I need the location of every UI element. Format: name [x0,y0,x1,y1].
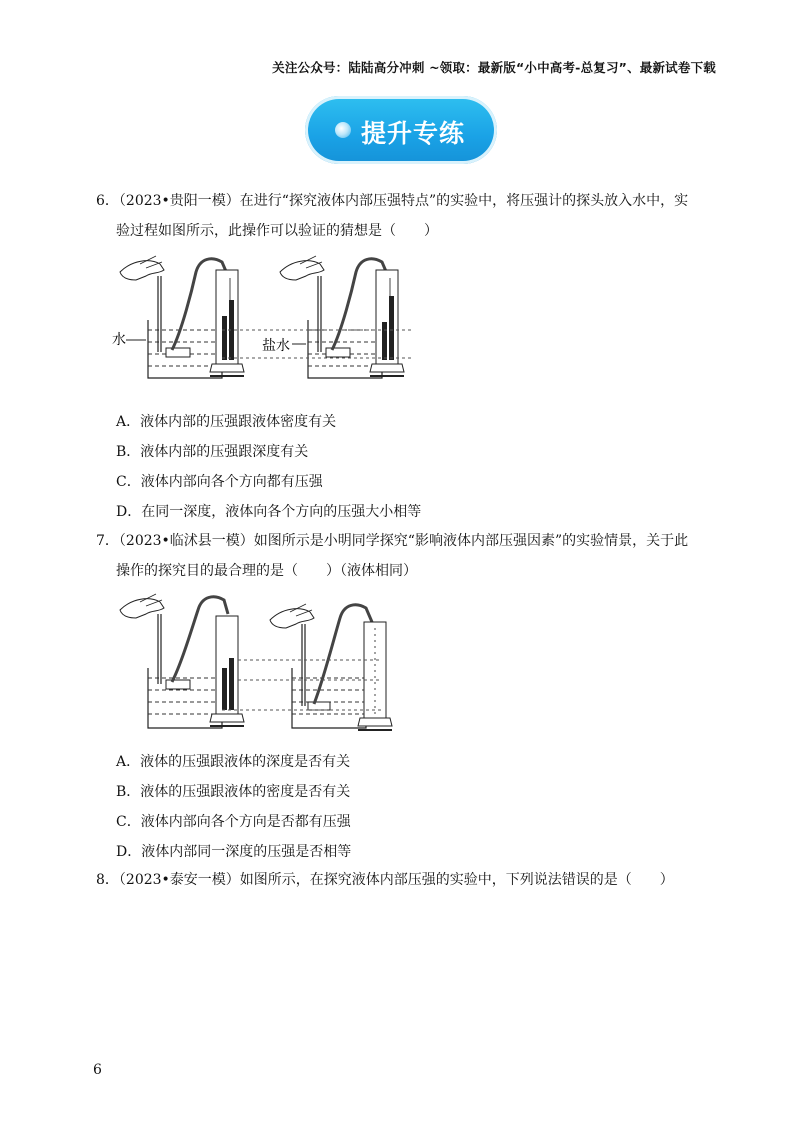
question-6-option-d[interactable]: D．在同一深度，液体向各个方向的压强大小相等 [116,504,422,520]
question-7-line-1: 7．（2023•临沭县一模）如图所示是小明同学探究“影响液体内部压强因素”的实验情景，关于此 [96,533,689,549]
question-7-option-b[interactable]: B．液体的压强跟液体的密度是否有关 [116,784,351,800]
question-7-option-d[interactable]: D．液体内部同一深度的压强是否相等 [116,844,352,860]
salt-water-label: 盐水 [262,338,290,354]
water-label: 水 [112,332,126,348]
bullet-icon [335,122,351,138]
question-6-option-b[interactable]: B．液体内部的压强跟深度有关 [116,444,309,460]
question-6-line-1: 6．（2023•贵阳一模）在进行“探究液体内部压强特点”的实验中，将压强计的探头放入水中，实 [96,193,689,209]
question-6 [96,186,716,246]
water-setup [120,256,244,378]
deep-probe-setup [120,594,244,728]
question-8-line-1: 8．（2023•泰安一模）如图所示，在探究液体内部压强的实验中，下列说法错误的是（ ） [96,872,674,888]
salt-water-setup [280,256,404,378]
shallow-probe-setup [270,604,392,730]
banner-label: 提升专练 [361,119,466,148]
question-7-figure [112,588,402,736]
question-6-option-a[interactable]: A．液体内部的压强跟液体密度有关 [116,414,337,430]
page-number: 6 [93,1062,102,1078]
question-6-figure [112,250,422,385]
section-banner [305,96,497,164]
page-header: 关注公众号：陆陆高分冲刺 ~领取：最新版“小中高考-总复习”、最新试卷下载 [272,60,716,75]
question-8 [96,865,716,895]
question-7-option-c[interactable]: C．液体内部向各个方向是否都有压强 [116,814,351,830]
question-7-option-a[interactable]: A．液体的压强跟液体的深度是否有关 [116,754,351,770]
question-7-line-2: 操作的探究目的最合理的是（ ）（液体相同） [116,563,417,579]
question-6-line-2: 验过程如图所示，此操作可以验证的猜想是（ ） [116,223,438,239]
question-6-option-c[interactable]: C．液体内部向各个方向都有压强 [116,474,323,490]
question-7 [96,526,716,586]
